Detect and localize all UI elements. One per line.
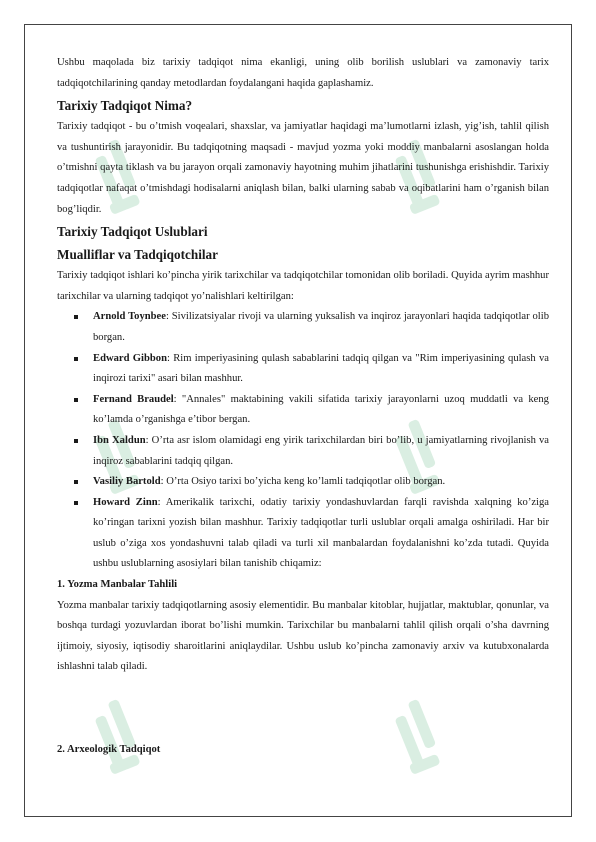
bullet-icon (74, 357, 78, 361)
bullet-icon (74, 315, 78, 319)
author-name: Arnold Toynbee (93, 311, 166, 323)
list-item (93, 349, 549, 390)
author-description: : Rim imperiyasining qulash sabablarini tadqiq qilgan va "Rim imperiyasining qulash va inqirozi tarixi" asari bilan mashhur. (93, 352, 549, 385)
author-name: Howard Zinn (93, 496, 158, 508)
author-description: : Amerikalik tarixchi, odatiy tarixiy yondashuvlardan farqli ravishda xalqning ko’ziga ko’ringan tarixni yozish bilan mashhur. Tarixiy tadqiqotlar turli uslublar orqali amalga oshiriladi. Har bir uslub o’ziga xos yondashuvni talab qiladi va turli xil manbalardan foydalanishni ko’zda tutadi. Quyida ushbu uslublarning asosiylari bilan tanishib chiqamiz: (93, 496, 549, 570)
author-description: : Sivilizatsiyalar rivoji va ularning yuksalish va inqiroz jarayonlari haqida tadqiqotlar olib borgan. (93, 311, 549, 343)
section-heading-what-is: Tarixiy Tadqiqot Nima? (57, 98, 193, 114)
list-item (93, 493, 549, 575)
document-body (57, 53, 549, 761)
section-heading-methods: Tarixiy Tadqiqot Uslublari (57, 224, 208, 240)
author-name: Fernand Braudel (93, 393, 174, 405)
list-item (93, 307, 549, 348)
author-name: Edward Gibbon (93, 352, 167, 364)
subsection-heading-written-sources: 1. Yozma Manbalar Tahlili (57, 579, 178, 591)
author-description: : O’rta asr islom olamidagi eng yirik tarixchilardan biri bo’lib, u jamiyatlarning rivojlanish va inqiroz sabablarini tadqiq qilgan. (93, 434, 550, 467)
bullet-icon (74, 480, 78, 484)
intro-paragraph: Ushbu maqolada biz tarixiy tadqiqot nima ekanligi, uning olib borilish uslublari va zamonaviy tarix tadqiqotchilarining qanday metodlardan foydalangani haqida gaplashamiz. (57, 57, 549, 89)
bullet-icon (74, 398, 78, 402)
author-name: Ibn Xaldun (93, 434, 146, 446)
bullet-icon (74, 439, 78, 443)
author-name: Vasiliy Bartold (93, 476, 161, 488)
spacer (57, 678, 549, 740)
section-heading-authors: Mualliflar va Tadqiqotchilar (57, 247, 218, 263)
bullet-icon (74, 501, 78, 505)
list-item (93, 431, 549, 472)
section-paragraph-authors: Tarixiy tadqiqot ishlari ko’pincha yirik tarixchilar va tadqiqotchilar tomonidan olib boriladi. Quyida ayrim mashhur tarixchilar va ularning tadqiqot yo’nalishlari keltirilgan: (57, 270, 549, 302)
section-paragraph-what-is: Tarixiy tadqiqot - bu o’tmish voqealari, shaxslar, va jamiyatlar haqidagi ma’lumotlarni izlash, yig’ish, tahlil qilish va tushuntirish jarayonidir. Bu tadqiqotning maqsadi - mavjud yozma yoki moddiy manbalarni asoslangan holda o’tmishni qayta tiklash va bu jarayon orqali zamonaviy hayotning muhim jihatlarini tushunishga erishishdir. Tarixiy tadqiqotlar nafaqat o’tmishdagi hodisalarni aniqlash bilan, balki ularning sabab va oqibatlarini ham o’rganish bilan bog’liqdir. (57, 121, 549, 215)
author-description: : O’rta Osiyo tarixi bo’yicha keng ko’lamli tadqiqotlar olib borgan. (160, 476, 446, 488)
list-item (93, 390, 549, 431)
list-item (93, 472, 549, 493)
author-description: : "Annales" maktabining vakili sifatida tarixiy jarayonlarni uzoq muddatli va keng ko’lamda o’rganishga e’tibor bergan. (93, 393, 549, 426)
authors-list (57, 307, 549, 575)
subsection-heading-archaeology: 2. Arxeologik Tadqiqot (57, 744, 161, 756)
subsection-paragraph-written-sources: Yozma manbalar tarixiy tadqiqotlarning asosiy elementidir. Bu manbalar kitoblar, hujjatlar, maktublar, qonunlar, va boshqa turdagi yozuvlardan iborat bo’lishi mumkin. Tarixchilar bu manbalarni tahlil qilish orqali o’sha davrning ijtimoiy, siyosiy, iqtisodiy sharoitlarini aniqlaydilar. Ushbu uslub ko’pincha zamonaviy arxiv va kutubxonalarda ishlashni talab qiladi. (57, 599, 549, 673)
